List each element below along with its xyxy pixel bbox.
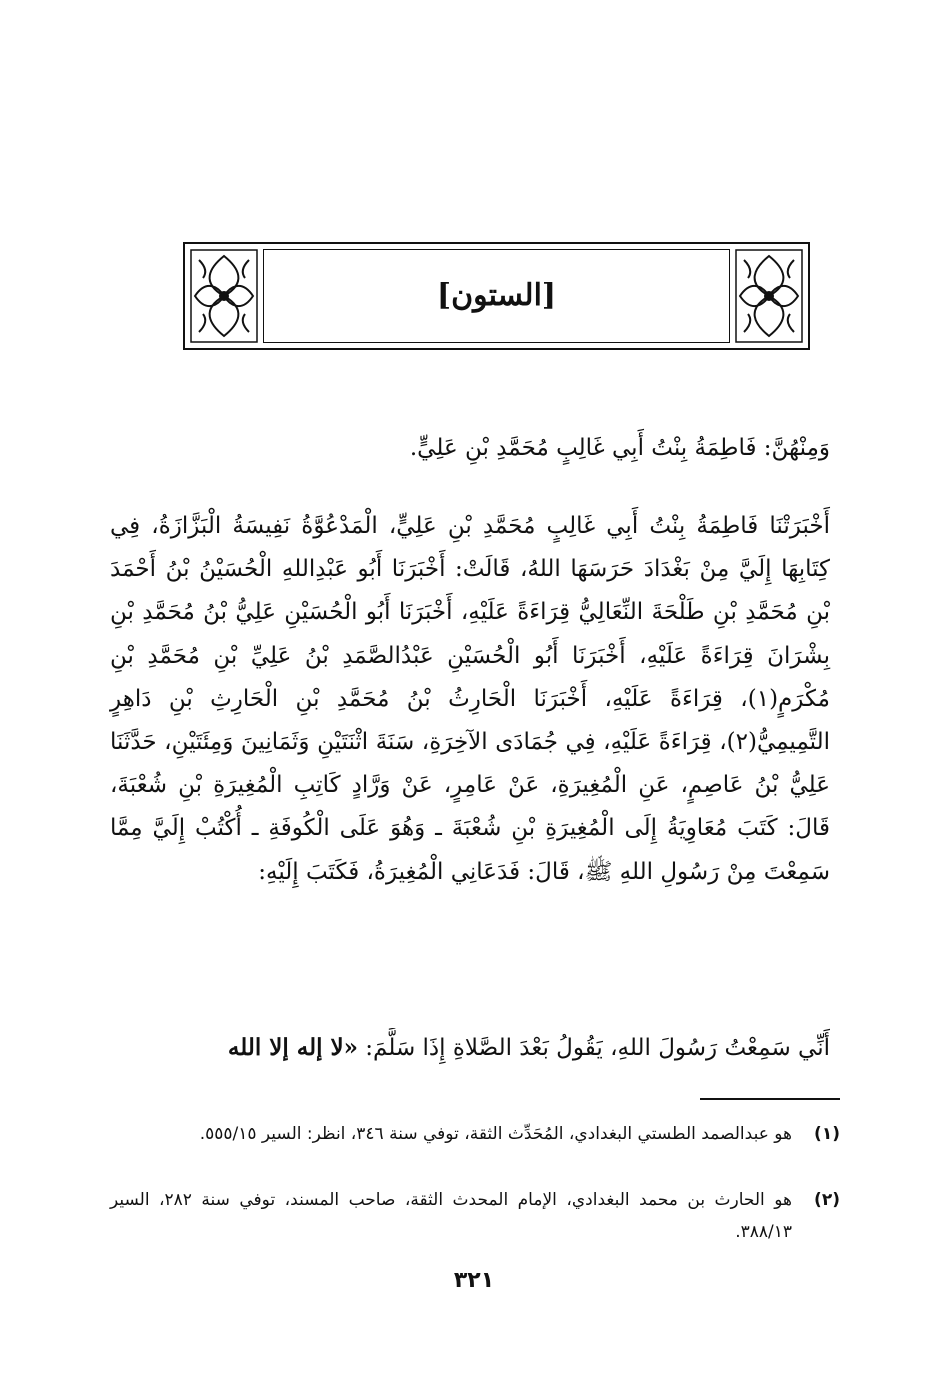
footnote [110, 1184, 840, 1248]
footnote-separator [700, 1098, 840, 1100]
footnote [110, 1118, 840, 1150]
section-heading: [الستون] [436, 278, 557, 313]
footnote-text: هو عبدالصمد الطستي البغدادي، المُحَدِّث الثقة، توفي سنة ٣٤٦، انظر: السير ٥٥٥/١٥. [199, 1124, 792, 1144]
quote-bold-text: «لا إله إلا الله [227, 1034, 358, 1061]
footnote-number: (١) [814, 1124, 840, 1144]
footnote-number: (٢) [814, 1190, 840, 1210]
page-number: ٣٢١ [453, 1268, 495, 1293]
heading-frame [183, 242, 810, 350]
hadith-quote-line [110, 1028, 830, 1068]
heading-box [263, 249, 730, 343]
floral-ornament-icon [734, 248, 804, 344]
floral-ornament-icon [189, 248, 259, 344]
footnote-text: هو الحارث بن محمد البغدادي، الإمام المحدث الثقة، صاحب المسند، توفي سنة ٢٨٢، السير ٣٨٨/١٣. [110, 1190, 793, 1242]
quote-text: أَنِّي سَمِعْتُ رَسُولَ اللهِ، يَقُولُ بَعْدَ الصَّلاةِ إِذَا سَلَّمَ: [357, 1035, 830, 1061]
intro-line: وَمِنْهُنَّ: فَاطِمَةُ بِنْتُ أَبِي غَالِبٍ مُحَمَّدِ بْنِ عَلِيٍّ. [409, 435, 830, 461]
body-paragraph: أَخْبَرَتْنَا فَاطِمَةُ بِنْتُ أَبِي غَالِبٍ مُحَمَّدِ بْنِ عَلِيٍّ، الْمَدْعُوَّةُ نَفِيسَةُ الْبَزَّازَةُ، فِي كِتَابِهَا إِلَيَّ مِنْ بَغْدَادَ حَرَسَهَا اللهُ، قَالَتْ: أَخْبَرَنَا أَبُو عَبْدِاللهِ الْحُسَيْنُ بْنُ أَحْمَدَ بْنِ مُحَمَّدِ بْنِ طَلْحَةَ النِّعَالِيُّ قِرَاءَةً عَلَيْهِ، أَخْبَرَنَا أَبُو الْحُسَيْنِ عَلِيُّ بْنُ مُحَمَّدِ بْنِ بِشْرَانَ قِرَاءَةً عَلَيْهِ، أَخْبَرَنَا أَبُو الْحُسَيْنِ عَبْدُالصَّمَدِ بْنُ عَلِيِّ بْنِ مُحَمَّدِ بْنِ مُكْرَمٍ(١)، قِرَاءَةً عَلَيْهِ، أَخْبَرَنَا الْحَارِثُ بْنُ مُحَمَّدِ بْنِ الْحَارِثِ بْنِ دَاهِرٍ التَّمِيمِيُّ(٢)، قِرَاءَةً عَلَيْهِ، فِي جُمَادَى الآخِرَةِ، سَنَةَ اثْنَتَيْنِ وَثَمَانِينَ وَمِئَتَيْنِ، حَدَّثَنَا عَلِيُّ بْنُ عَاصِمٍ، عَنِ الْمُغِيرَةِ، عَنْ عَامِرٍ، عَنْ وَرَّادٍ كَاتِبِ الْمُغِيرَةِ بْنِ شُعْبَةَ، قَالَ: كَتَبَ مُعَاوِيَةُ إِلَى الْمُغِيرَةِ بْنِ شُعْبَةَ ـ وَهُوَ عَلَى الْكُوفَةِ ـ أُكْتُبْ إِلَيَّ مِمَّا سَمِعْتَ مِنْ رَسُولِ اللهِ ﷺ، قَالَ: فَدَعَانِي الْمُغِيرَةُ، فَكَتَبَ إِلَيْهِ: [110, 513, 830, 885]
